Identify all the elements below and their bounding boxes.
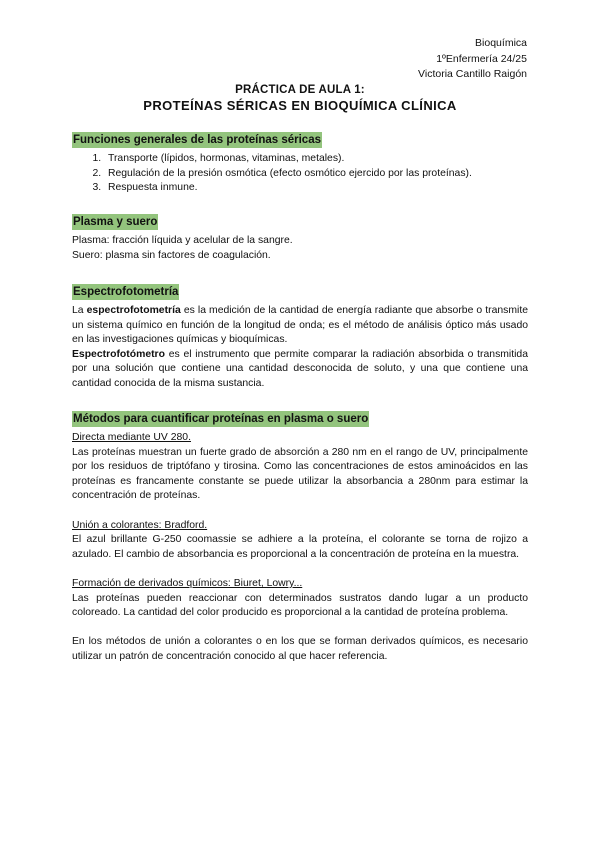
section-funciones bbox=[72, 132, 528, 196]
method-2-title: Unión a colorantes: Bradford. bbox=[72, 519, 208, 531]
section-heading-funciones: Funciones generales de las proteínas séricas bbox=[73, 134, 321, 146]
title-line-2: PROTEÍNAS SÉRICAS EN BIOQUÍMICA CLÍNICA bbox=[143, 98, 457, 113]
section-heading-metodos: Métodos para cuantificar proteínas en plasma o suero bbox=[73, 413, 369, 425]
method-3-title: Formación de derivados químicos: Biuret, Lowry... bbox=[72, 577, 303, 589]
section-metodos bbox=[72, 411, 528, 665]
header-course: 1ºEnfermería 24/25 bbox=[436, 52, 527, 65]
suero-line: Suero: plasma sin factores de coagulación. bbox=[72, 249, 271, 261]
section-heading-espectro: Espectrofotometría bbox=[73, 286, 179, 298]
section-heading-plasma: Plasma y suero bbox=[73, 216, 158, 228]
method-1-text: Las proteínas muestran un fuerte grado de absorción a 280 nm en el rango de UV, principalmente por los residuos de triptófano y tirosina. Como las concentraciones de estos aminoácidos en las proteínas es francamente constante se puede utilizar la absorbancia a 280nm para estimar la concentración de proteínas. bbox=[72, 446, 528, 502]
term-espectrofotometro: Espectrofotómetro bbox=[72, 348, 165, 360]
plasma-line: Plasma: fracción líquida y acelular de la sangre. bbox=[72, 235, 293, 246]
closing-paragraph: En los métodos de unión a colorantes o en los que se forman derivados químicos, es necesario utilizar un patrón de concentración conocido al que hacer referencia. bbox=[72, 636, 528, 662]
section-espectro bbox=[72, 284, 528, 392]
section-plasma bbox=[72, 214, 528, 263]
title-line-1: PRÁCTICA DE AULA 1: bbox=[235, 84, 365, 96]
header-block bbox=[418, 36, 527, 83]
funciones-list bbox=[72, 152, 528, 196]
list-item: 2. Regulación de la presión osmótica (efecto osmótico ejercido por las proteínas). bbox=[104, 167, 528, 182]
list-item: 1. Transporte (lípidos, hormonas, vitaminas, metales). bbox=[104, 152, 528, 167]
method-2-text: El azul brillante G-250 coomassie se adhiere a la proteína, el colorante se torna de rojizo a azulado. El cambio de absorbancia es proporcional a la concentración de proteína en la muestra. bbox=[72, 534, 528, 560]
header-subject: Bioquímica bbox=[475, 37, 527, 49]
espectro-paragraph-2: Espectrofotómetro es el instrumento que permite comparar la radiación absorbida o transmitida por una solución que contiene una cantidad desconocida de soluto, y una que contiene una cantidad conocida de la misma sustancia. bbox=[72, 348, 528, 389]
espectro-paragraph-1: La espectrofotometría es la medición de la cantidad de energía radiante que absorbe o transmite un sistema químico en función de la longitud de onda; es el método de análisis óptico más usado en las investigaciones químicas y bioquímicas. bbox=[72, 305, 528, 346]
term-espectrofotometria: espectrofotometría bbox=[86, 305, 181, 316]
method-3-text: Las proteínas pueden reaccionar con determinados sustratos dando lugar a un producto coloreado. La cantidad del color producido es proporcional a la cantidad de proteína problema. bbox=[72, 592, 528, 619]
header-author: Victoria Cantillo Raigón bbox=[418, 68, 527, 80]
method-1-title: Directa mediante UV 280. bbox=[72, 432, 191, 443]
list-item: 3. Respuesta inmune. bbox=[104, 181, 528, 196]
